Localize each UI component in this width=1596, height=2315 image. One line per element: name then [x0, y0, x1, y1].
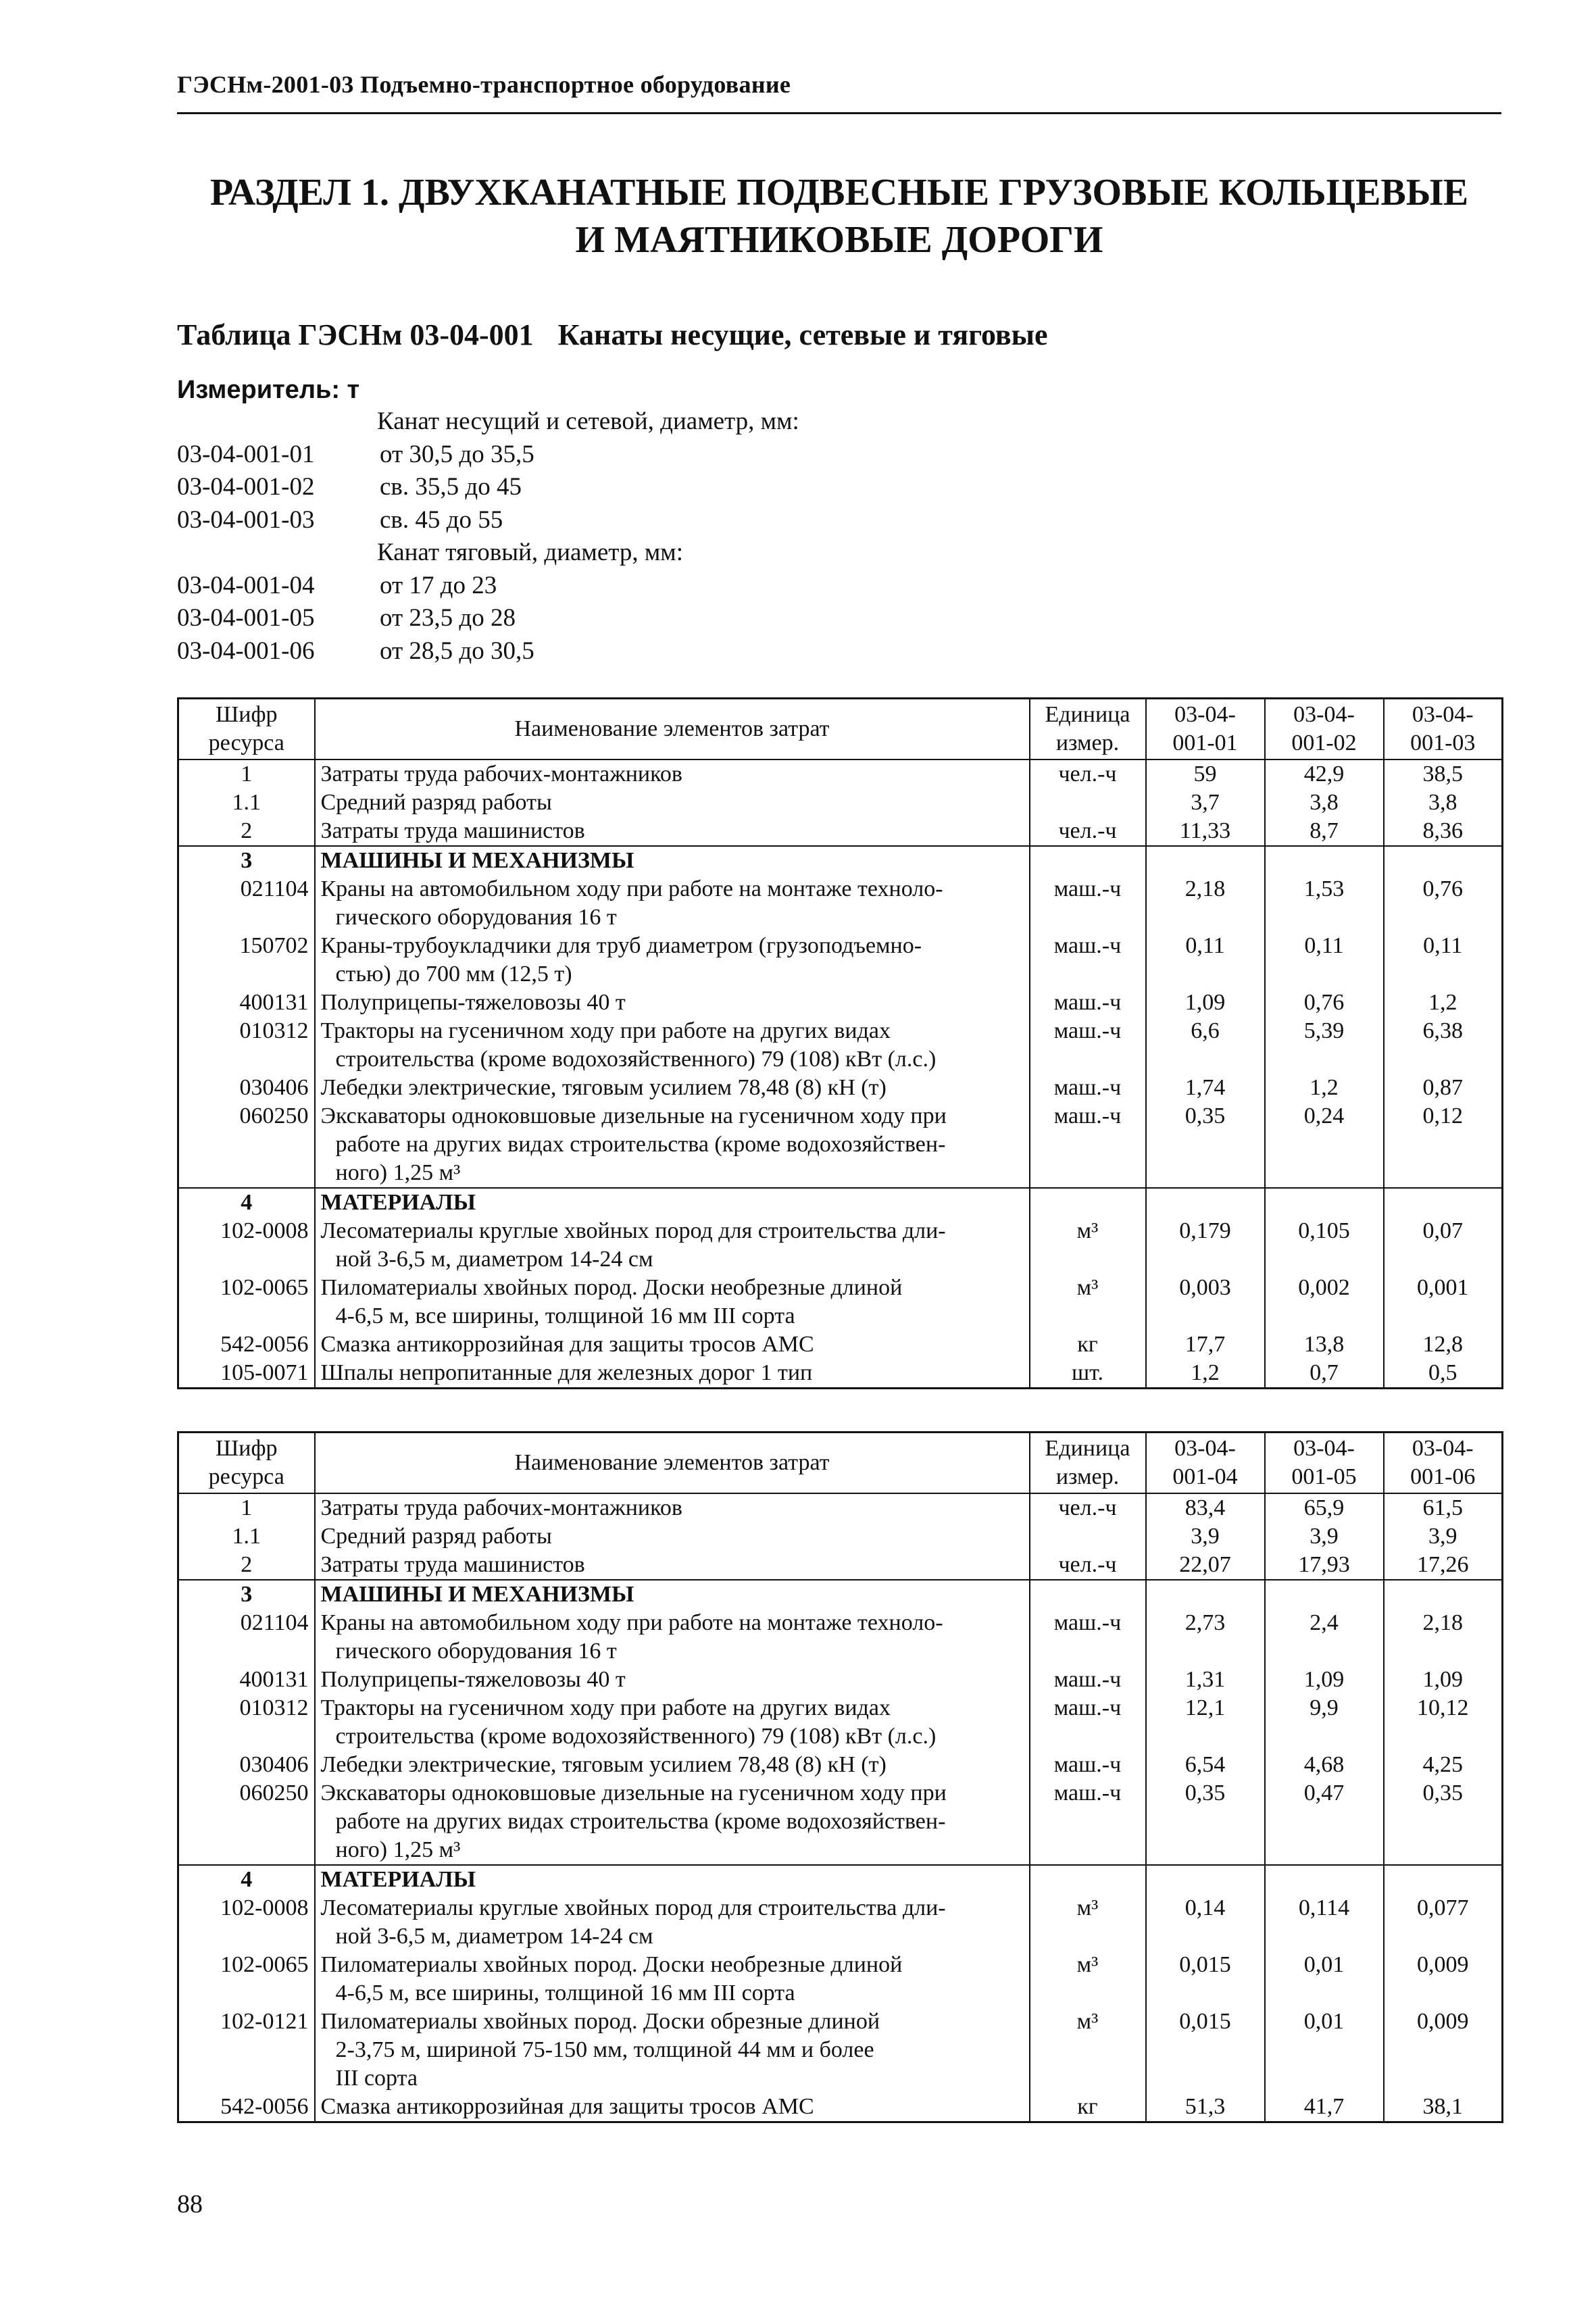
norm-value-2: 0,01 [1265, 1951, 1384, 2008]
resource-name-line: ного) 1,25 м³ [335, 1160, 461, 1185]
header-norm-4: 03-04- 001-04 [1146, 1433, 1265, 1494]
norm-value-1 [1146, 1865, 1265, 1894]
resource-unit: кг [1030, 1330, 1146, 1359]
resource-unit [1030, 1865, 1146, 1894]
resource-code: 400131 [178, 1666, 315, 1694]
resource-name-line: 2-3,75 м, шириной 75-150 мм, толщиной 44 мм и более [335, 2037, 874, 2062]
norm-value-3: 0,009 [1384, 1951, 1503, 2008]
norm-value-3: 6,38 [1384, 1017, 1503, 1074]
header-name: Наименование элементов затрат [315, 1433, 1030, 1494]
resource-name-line: Лесоматериалы круглые хвойных пород для строительства дли- [320, 1218, 946, 1243]
resource-code: 102-0065 [178, 1274, 315, 1330]
norm-value-3: 2,18 [1384, 1609, 1503, 1666]
resource-code: 1.1 [178, 789, 315, 817]
norm-value-1 [1146, 846, 1265, 875]
norm-value-3: 38,1 [1384, 2093, 1503, 2122]
resource-name-line: Затраты труда рабочих-монтажников [320, 762, 682, 787]
resource-code: 1 [178, 760, 315, 789]
norm-value-2: 0,002 [1265, 1274, 1384, 1330]
norm-code: 03-04-001-01 [177, 440, 315, 468]
resource-name-line: МАТЕРИАЛЫ [320, 1867, 476, 1892]
section-title-line-1: РАЗДЕЛ 1. ДВУХКАНАТНЫЕ ПОДВЕСНЫЕ ГРУЗОВЫЕ КОЛЬЦЕВЫЕ [209, 172, 1469, 214]
resource-name [315, 1074, 1030, 1102]
norm-value-3 [1384, 1865, 1503, 1894]
resource-code: 010312 [178, 1017, 315, 1074]
norm-description: от 28,5 до 30,5 [380, 637, 534, 665]
resource-unit: чел.-ч [1030, 817, 1146, 846]
resource-name [315, 1522, 1030, 1551]
norm-description: от 17 до 23 [380, 571, 497, 599]
resource-unit: чел.-ч [1030, 1551, 1146, 1580]
running-header: ГЭСНм-2001-03 Подъемно-транспортное оборудование [177, 71, 791, 98]
header-unit: Единица измер. [1030, 699, 1146, 760]
table-row [178, 1779, 1503, 1865]
resource-name [315, 1102, 1030, 1188]
resource-name-line: ной 3-6,5 м, диаметром 14-24 см [335, 1924, 653, 1949]
norm-value-2: 42,9 [1265, 760, 1384, 789]
resource-name-line: Краны на автомобильном ходу при работе на монтаже техноло- [320, 1610, 943, 1635]
table-row [178, 1694, 1503, 1751]
table-row [178, 2008, 1503, 2093]
resource-name-line: Пиломатериалы хвойных пород. Доски необрезные длиной [320, 1952, 903, 1977]
header-code: Шифр ресурса [178, 699, 315, 760]
norm-value-3: 3,8 [1384, 789, 1503, 817]
norm-value-1: 1,2 [1146, 1359, 1265, 1389]
resource-name [315, 1694, 1030, 1751]
norm-code: 03-04-001-03 [177, 505, 315, 534]
norm-value-3: 38,5 [1384, 760, 1503, 789]
resource-code: 102-0065 [178, 1951, 315, 2008]
norm-code: 03-04-001-02 [177, 473, 315, 501]
resource-unit: маш.-ч [1030, 989, 1146, 1017]
resource-code: 2 [178, 817, 315, 846]
resource-name-line: Затраты труда рабочих-монтажников [320, 1495, 682, 1520]
resource-unit: маш.-ч [1030, 1017, 1146, 1074]
norm-item [177, 471, 1123, 504]
norm-item [177, 504, 1123, 537]
norm-value-1: 1,31 [1146, 1666, 1265, 1694]
norm-value-2: 0,01 [1265, 2008, 1384, 2093]
resource-name-line: Затраты труда машинистов [320, 818, 585, 843]
resource-name [315, 932, 1030, 989]
header-norm-2: 03-04- 001-02 [1265, 699, 1384, 760]
norm-value-2: 1,53 [1265, 875, 1384, 932]
norm-value-1: 1,09 [1146, 989, 1265, 1017]
norm-value-1: 0,015 [1146, 1951, 1265, 2008]
resource-name [315, 1493, 1030, 1522]
norm-value-2: 8,7 [1265, 817, 1384, 846]
resource-code: 105-0071 [178, 1359, 315, 1389]
norm-value-1 [1146, 1580, 1265, 1609]
norm-value-2: 0,11 [1265, 932, 1384, 989]
norm-value-1: 83,4 [1146, 1493, 1265, 1522]
resource-table-1 [177, 697, 1503, 1389]
resource-name [315, 1609, 1030, 1666]
resource-name [315, 1017, 1030, 1074]
norm-value-3: 0,077 [1384, 1894, 1503, 1951]
resource-name-line: Средний разряд работы [320, 790, 552, 815]
resource-name-line: 4-6,5 м, все ширины, толщиной 16 мм III сорта [335, 1981, 795, 2006]
norm-value-1: 0,35 [1146, 1102, 1265, 1188]
norm-value-1: 2,73 [1146, 1609, 1265, 1666]
resource-name-line: ного) 1,25 м³ [335, 1837, 461, 1862]
resource-name [315, 1865, 1030, 1894]
norm-code: 03-04-001-04 [177, 571, 315, 599]
resource-name-line: ной 3-6,5 м, диаметром 14-24 см [335, 1247, 653, 1272]
norm-item [177, 570, 1123, 603]
norm-value-3: 12,8 [1384, 1330, 1503, 1359]
table-row [178, 1359, 1503, 1389]
resource-name-line: Лебедки электрические, тяговым усилием 78,48 (8) кН (т) [320, 1752, 887, 1777]
norm-value-1: 3,9 [1146, 1522, 1265, 1551]
norm-value-2: 1,09 [1265, 1666, 1384, 1694]
table-row [178, 1666, 1503, 1694]
resource-code: 030406 [178, 1751, 315, 1779]
resource-name [315, 760, 1030, 789]
header-norm-5: 03-04- 001-05 [1265, 1433, 1384, 1494]
norm-value-2: 1,2 [1265, 1074, 1384, 1102]
resource-name [315, 1779, 1030, 1865]
norm-value-2 [1265, 1580, 1384, 1609]
table-row [178, 1951, 1503, 2008]
resource-name-line: Смазка антикоррозийная для защиты тросов АМС [320, 1332, 814, 1357]
norm-value-2: 9,9 [1265, 1694, 1384, 1751]
header-unit: Единица измер. [1030, 1433, 1146, 1494]
table-row [178, 1551, 1503, 1580]
resource-name-line: Смазка антикоррозийная для защиты тросов АМС [320, 2094, 814, 2119]
resource-name [315, 1580, 1030, 1609]
norm-codes-list [177, 405, 1123, 668]
resource-name-line: Лебедки электрические, тяговым усилием 78,48 (8) кН (т) [320, 1075, 887, 1100]
resource-name [315, 789, 1030, 817]
norm-value-1: 0,35 [1146, 1779, 1265, 1865]
resource-name-line: Пиломатериалы хвойных пород. Доски необрезные длиной [320, 1275, 903, 1300]
norm-value-1: 0,003 [1146, 1274, 1265, 1330]
resource-name-line: Краны на автомобильном ходу при работе на монтаже техноло- [320, 876, 943, 901]
table-title-name: Канаты несущие, сетевые и тяговые [557, 318, 1048, 351]
norm-description: от 30,5 до 35,5 [380, 440, 534, 468]
resource-unit [1030, 1188, 1146, 1217]
resource-name-line: работе на других видах строительства (кроме водохозяйствен- [335, 1132, 946, 1157]
resource-name [315, 817, 1030, 846]
resource-name [315, 846, 1030, 875]
header-norm-1: 03-04- 001-01 [1146, 699, 1265, 760]
norm-value-2 [1265, 1865, 1384, 1894]
resource-unit: чел.-ч [1030, 760, 1146, 789]
resource-unit: м³ [1030, 1951, 1146, 2008]
page-number: 88 [177, 2190, 203, 2218]
norm-value-3: 0,12 [1384, 1102, 1503, 1188]
resource-code: 150702 [178, 932, 315, 989]
table-row [178, 1102, 1503, 1188]
table-row [178, 1274, 1503, 1330]
resource-unit [1030, 846, 1146, 875]
section-row [178, 1188, 1503, 1217]
resource-name-line: Полуприцепы-тяжеловозы 40 т [320, 990, 626, 1015]
table-row [178, 989, 1503, 1017]
table-row [178, 760, 1503, 789]
norm-value-2: 3,8 [1265, 789, 1384, 817]
norm-value-3: 1,09 [1384, 1666, 1503, 1694]
resource-name-line: МАШИНЫ И МЕХАНИЗМЫ [320, 848, 634, 873]
resource-name-line: гического оборудования 16 т [335, 1639, 617, 1664]
resource-name-line: Экскаваторы одноковшовые дизельные на гусеничном ходу при [320, 1103, 947, 1128]
resource-name [315, 1894, 1030, 1951]
norm-value-2: 0,76 [1265, 989, 1384, 1017]
norm-value-1: 22,07 [1146, 1551, 1265, 1580]
norm-description: св. 45 до 55 [380, 505, 503, 534]
norm-group-label: Канат тяговый, диаметр, мм: [377, 539, 683, 566]
resource-code: 030406 [178, 1074, 315, 1102]
norm-value-3: 0,07 [1384, 1217, 1503, 1274]
norm-value-3: 0,5 [1384, 1359, 1503, 1389]
header-name: Наименование элементов затрат [315, 699, 1030, 760]
resource-unit: м³ [1030, 1274, 1146, 1330]
section-row [178, 1580, 1503, 1609]
norm-value-3: 10,12 [1384, 1694, 1503, 1751]
norm-value-3 [1384, 1580, 1503, 1609]
norm-value-3: 17,26 [1384, 1551, 1503, 1580]
resource-name [315, 2008, 1030, 2093]
table-row [178, 1522, 1503, 1551]
resource-code: 542-0056 [178, 1330, 315, 1359]
resource-name-line: работе на других видах строительства (кроме водохозяйствен- [335, 1809, 946, 1834]
resource-code: 3 [178, 846, 315, 875]
resource-unit: маш.-ч [1030, 1666, 1146, 1694]
norm-value-2: 17,93 [1265, 1551, 1384, 1580]
resource-name-line: Лесоматериалы круглые хвойных пород для строительства дли- [320, 1895, 946, 1920]
resource-table-2 [177, 1431, 1503, 2123]
resource-name-line: Экскаваторы одноковшовые дизельные на гусеничном ходу при [320, 1781, 947, 1806]
header-norm-3: 03-04- 001-03 [1384, 699, 1503, 760]
norm-value-1 [1146, 1188, 1265, 1217]
resource-unit: маш.-ч [1030, 1694, 1146, 1751]
section-row [178, 1865, 1503, 1894]
resource-name [315, 1551, 1030, 1580]
resource-name [315, 1666, 1030, 1694]
resource-name-line: Средний разряд работы [320, 1524, 552, 1549]
table-row [178, 817, 1503, 846]
norm-value-2: 2,4 [1265, 1609, 1384, 1666]
norm-value-2: 5,39 [1265, 1017, 1384, 1074]
resource-code: 010312 [178, 1694, 315, 1751]
norm-value-2: 0,105 [1265, 1217, 1384, 1274]
table-title [177, 318, 1501, 352]
norm-value-3: 1,2 [1384, 989, 1503, 1017]
resource-code: 1.1 [178, 1522, 315, 1551]
resource-unit: маш.-ч [1030, 1779, 1146, 1865]
section-row [178, 846, 1503, 875]
resource-unit: м³ [1030, 1217, 1146, 1274]
resource-code: 102-0008 [178, 1894, 315, 1951]
norm-description: св. 35,5 до 45 [380, 473, 522, 501]
resource-name-line: строительства (кроме водохозяйственного) 79 (108) кВт (л.с.) [335, 1047, 937, 1072]
resource-name-line: МАШИНЫ И МЕХАНИЗМЫ [320, 1582, 634, 1607]
norm-description: от 23,5 до 28 [380, 604, 516, 632]
resource-code: 021104 [178, 875, 315, 932]
resource-code: 021104 [178, 1609, 315, 1666]
resource-name [315, 1951, 1030, 2008]
resource-unit [1030, 789, 1146, 817]
norm-value-1: 6,6 [1146, 1017, 1265, 1074]
resource-name-line: МАТЕРИАЛЫ [320, 1190, 476, 1215]
resource-code: 1 [178, 1493, 315, 1522]
norm-item [177, 602, 1123, 635]
resource-code: 2 [178, 1551, 315, 1580]
resource-name-line: Пиломатериалы хвойных пород. Доски обрезные длиной [320, 2009, 880, 2034]
resource-name-line: стью) до 700 мм (12,5 т) [335, 962, 572, 987]
norm-item [177, 439, 1123, 472]
norm-value-1: 12,1 [1146, 1694, 1265, 1751]
table-header-row [178, 1433, 1503, 1494]
table-row [178, 1017, 1503, 1074]
resource-unit: маш.-ч [1030, 1074, 1146, 1102]
resource-name [315, 1274, 1030, 1330]
resource-name-line: III сорта [335, 2066, 418, 2091]
resource-code: 102-0008 [178, 1217, 315, 1274]
norm-item [177, 635, 1123, 668]
resource-unit: м³ [1030, 2008, 1146, 2093]
resource-unit: маш.-ч [1030, 1102, 1146, 1188]
norm-value-1: 59 [1146, 760, 1265, 789]
table-row [178, 1217, 1503, 1274]
resource-name [315, 2093, 1030, 2122]
resource-unit: кг [1030, 2093, 1146, 2122]
norm-value-3 [1384, 846, 1503, 875]
resource-unit: м³ [1030, 1894, 1146, 1951]
resource-name [315, 989, 1030, 1017]
resource-name-line: строительства (кроме водохозяйственного) 79 (108) кВт (л.с.) [335, 1724, 937, 1749]
norm-value-2: 0,7 [1265, 1359, 1384, 1389]
norm-value-3: 4,25 [1384, 1751, 1503, 1779]
norm-value-1: 3,7 [1146, 789, 1265, 817]
norm-value-1: 0,14 [1146, 1894, 1265, 1951]
resource-name [315, 875, 1030, 932]
table-row [178, 932, 1503, 989]
norm-value-2 [1265, 846, 1384, 875]
resource-name-line: Тракторы на гусеничном ходу при работе на других видах [320, 1018, 891, 1043]
section-title-line-2: И МАЯТНИКОВЫЕ ДОРОГИ [575, 219, 1103, 261]
norm-value-2: 3,9 [1265, 1522, 1384, 1551]
norm-value-1: 2,18 [1146, 875, 1265, 932]
resource-name-line: Затраты труда машинистов [320, 1552, 585, 1577]
norm-code: 03-04-001-06 [177, 637, 315, 665]
table-row [178, 1609, 1503, 1666]
resource-code: 4 [178, 1865, 315, 1894]
resource-code: 400131 [178, 989, 315, 1017]
table-row [178, 1751, 1503, 1779]
resource-name-line: Тракторы на гусеничном ходу при работе на других видах [320, 1695, 891, 1720]
norm-value-3: 0,35 [1384, 1779, 1503, 1865]
table-row [178, 875, 1503, 932]
resource-unit: чел.-ч [1030, 1493, 1146, 1522]
norm-group-label: Канат несущий и сетевой, диаметр, мм: [377, 407, 799, 435]
table-row [178, 1493, 1503, 1522]
norm-value-3: 0,11 [1384, 932, 1503, 989]
norm-value-2: 0,114 [1265, 1894, 1384, 1951]
resource-unit: маш.-ч [1030, 1751, 1146, 1779]
norm-value-2: 0,47 [1265, 1779, 1384, 1865]
norm-value-3: 0,001 [1384, 1274, 1503, 1330]
table-title-code: Таблица ГЭСНм 03-04-001 [177, 318, 534, 351]
resource-unit: шт. [1030, 1359, 1146, 1389]
norm-value-2: 4,68 [1265, 1751, 1384, 1779]
norm-value-1: 51,3 [1146, 2093, 1265, 2122]
resource-code: 542-0056 [178, 2093, 315, 2122]
norm-value-1: 0,015 [1146, 2008, 1265, 2093]
table-row [178, 1330, 1503, 1359]
norm-value-3: 0,76 [1384, 875, 1503, 932]
resource-code: 3 [178, 1580, 315, 1609]
norm-value-1: 6,54 [1146, 1751, 1265, 1779]
table-row [178, 1074, 1503, 1102]
resource-name [315, 1359, 1030, 1389]
resource-code: 4 [178, 1188, 315, 1217]
resource-code: 060250 [178, 1102, 315, 1188]
norm-value-2 [1265, 1188, 1384, 1217]
norm-code: 03-04-001-05 [177, 604, 315, 632]
resource-name [315, 1217, 1030, 1274]
table-row [178, 1894, 1503, 1951]
table-row [178, 2093, 1503, 2122]
norm-value-1: 0,179 [1146, 1217, 1265, 1274]
norm-value-2: 13,8 [1265, 1330, 1384, 1359]
norm-value-1: 0,11 [1146, 932, 1265, 989]
norm-value-2: 41,7 [1265, 2093, 1384, 2122]
norm-value-1: 1,74 [1146, 1074, 1265, 1102]
section-title [177, 169, 1501, 264]
resource-name-line: Краны-трубоукладчики для труб диаметром (грузоподъемно- [320, 933, 922, 958]
resource-name [315, 1330, 1030, 1359]
resource-name-line: гического оборудования 16 т [335, 905, 617, 930]
norm-value-3: 0,87 [1384, 1074, 1503, 1102]
resource-unit: маш.-ч [1030, 1609, 1146, 1666]
norm-value-1: 11,33 [1146, 817, 1265, 846]
norm-value-3 [1384, 1188, 1503, 1217]
header-code: Шифр ресурса [178, 1433, 315, 1494]
norm-value-3: 3,9 [1384, 1522, 1503, 1551]
resource-unit: маш.-ч [1030, 875, 1146, 932]
table-header-row [178, 699, 1503, 760]
resource-name-line: Полуприцепы-тяжеловозы 40 т [320, 1667, 626, 1692]
resource-name-line: Шпалы непропитанные для железных дорог 1 тип [320, 1360, 813, 1385]
resource-name [315, 1751, 1030, 1779]
table-row [178, 789, 1503, 817]
resource-code: 102-0121 [178, 2008, 315, 2093]
resource-name [315, 1188, 1030, 1217]
resource-unit [1030, 1580, 1146, 1609]
norm-value-2: 0,24 [1265, 1102, 1384, 1188]
header-rule [177, 112, 1501, 114]
measurer-label: Измеритель: т [177, 376, 360, 404]
norm-value-2: 65,9 [1265, 1493, 1384, 1522]
resource-unit: маш.-ч [1030, 932, 1146, 989]
norm-value-3: 0,009 [1384, 2008, 1503, 2093]
norm-value-3: 8,36 [1384, 817, 1503, 846]
norm-value-1: 17,7 [1146, 1330, 1265, 1359]
resource-code: 060250 [178, 1779, 315, 1865]
norm-value-3: 61,5 [1384, 1493, 1503, 1522]
resource-name-line: 4-6,5 м, все ширины, толщиной 16 мм III сорта [335, 1303, 795, 1328]
resource-unit [1030, 1522, 1146, 1551]
header-norm-6: 03-04- 001-06 [1384, 1433, 1503, 1494]
